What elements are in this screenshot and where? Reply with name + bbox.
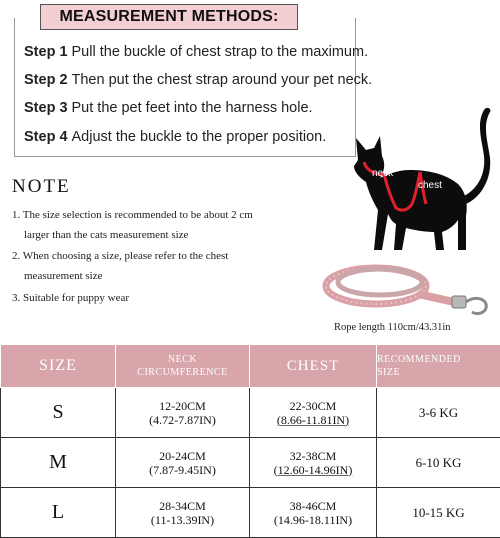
table-header-row — [1, 345, 500, 388]
size-cell: S — [1, 388, 116, 438]
step-number: Step 2 — [24, 72, 68, 88]
header-chest: CHEST — [250, 345, 377, 388]
step-number: Step 4 — [24, 129, 68, 145]
neck-cell: 12-20CM (4.72-7.87IN) — [116, 388, 250, 438]
step-2 — [24, 72, 372, 88]
cat-harness-illustration — [336, 100, 496, 260]
chest-label: chest — [418, 180, 442, 191]
chest-cell: 32-38CM (12.60-14.96IN) — [250, 438, 377, 488]
leash-illustration — [322, 262, 498, 322]
table-row — [1, 438, 500, 488]
table-row — [1, 388, 500, 438]
note-line-2: larger than the cats measurement size — [24, 229, 188, 241]
step-number: Step 3 — [24, 100, 68, 116]
neck-label: neck — [372, 168, 394, 179]
step-text: Adjust the buckle to the proper position. — [72, 129, 327, 145]
header-recommended: RECOMMENDED SIZE — [377, 345, 500, 388]
size-cell: L — [1, 488, 116, 538]
size-chart-table — [0, 344, 500, 538]
weight-cell: 10-15 KG — [377, 488, 500, 538]
note-line-1: 1. The size selection is recommended to be about 2 cm — [12, 209, 253, 221]
neck-cell: 28-34CM (11-13.39IN) — [116, 488, 250, 538]
step-text: Put the pet feet into the harness hole. — [72, 100, 313, 116]
header-size: SIZE — [1, 345, 116, 388]
note-line-5: 3. Suitable for puppy wear — [12, 292, 129, 304]
step-4 — [24, 129, 326, 145]
note-line-4: measurement size — [24, 270, 103, 282]
chest-cell: 22-30CM (8.66-11.81IN) — [250, 388, 377, 438]
size-cell: M — [1, 438, 116, 488]
note-line-3: 2. When choosing a size, please refer to the chest — [12, 250, 228, 262]
leash-icon — [326, 268, 486, 314]
header-neck: NECK CIRCUMFERENCE — [116, 345, 250, 388]
table-row — [1, 488, 500, 538]
step-text: Then put the chest strap around your pet neck. — [72, 72, 373, 88]
step-text: Pull the buckle of chest strap to the maximum. — [72, 44, 369, 60]
rope-length-label: Rope length 110cm/43.31in — [334, 322, 451, 333]
measurement-title: MEASUREMENT METHODS: — [40, 4, 298, 30]
step-number: Step 1 — [24, 44, 68, 60]
weight-cell: 6-10 KG — [377, 438, 500, 488]
step-1 — [24, 44, 368, 60]
chest-cell: 38-46CM (14.96-18.11IN) — [250, 488, 377, 538]
step-3 — [24, 100, 313, 116]
neck-cell: 20-24CM (7.87-9.45IN) — [116, 438, 250, 488]
note-title: NOTE — [12, 176, 71, 198]
weight-cell: 3-6 KG — [377, 388, 500, 438]
